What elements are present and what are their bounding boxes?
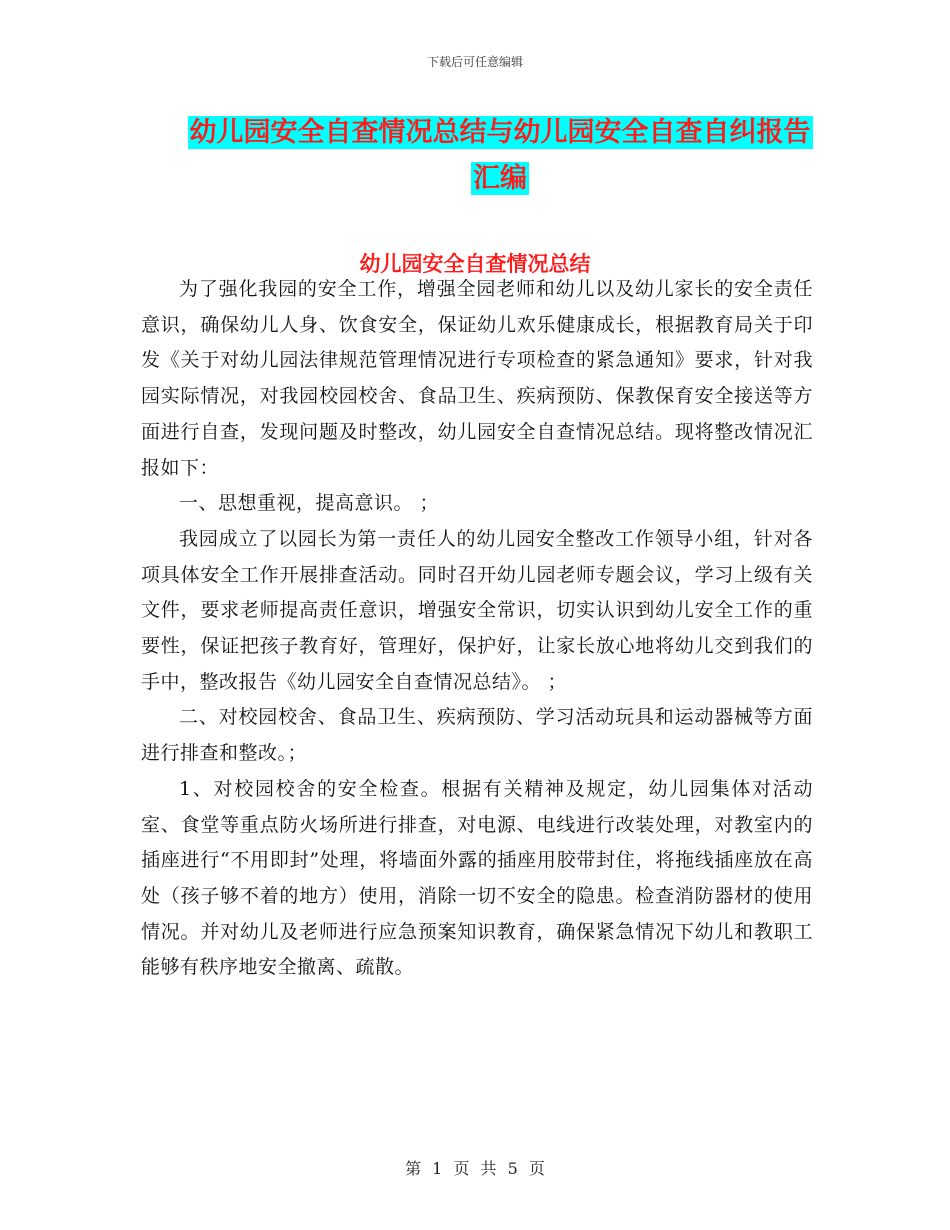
paragraph-heading-1: 一、思想重视，提高意识。 ； — [179, 492, 440, 515]
document-title-line2: 汇编 — [473, 163, 527, 194]
paragraph-heading-2: 二、对校园校舍、食品卫生、疾病预防、学习活动玩具和运动器械等方面进行排查和整改。； — [141, 706, 813, 765]
section-title: 幼儿园安全自查情况总结 — [359, 252, 591, 276]
page-number: 第 1 页 共 5 页 — [405, 1159, 545, 1178]
paragraph-intro: 为了强化我园的安全工作，增强全园老师和幼儿以及幼儿家长的安全责任意识，确保幼儿人身、饮食安全，保证幼儿欢乐健康成长，根据教育局关于印发《关于对幼儿园法律规范管理情况进行专项检查的紧急通知》要求，针对我园实际情况，对我园校园校舍、食品卫生、疾病预防、保教保育安全接送等方面进行自查，发现问题及时整改，幼儿园安全自查情况总结。现将整改情况汇报如下： — [141, 278, 813, 479]
paragraph-leadership: 我园成立了以园长为第一责任人的幼儿园安全整改工作领导小组，针对各项具体安全工作开展排查活动。同时召开幼儿园老师专题会议，学习上级有关文件，要求老师提高责任意识，增强安全常识，切实认识到幼儿安全工作的重要性，保证把孩子教育好，管理好，保护好，让家长放心地将幼儿交到我们的手中，整改报告《幼儿园安全自查情况总结》。 ； — [141, 527, 813, 693]
document-title — [185, 110, 815, 202]
document-body — [141, 272, 813, 986]
header-note: 下载后可任意编辑 — [426, 55, 523, 69]
document-title-line1: 幼儿园安全自查情况总结与幼儿园安全自查自纠报告 — [189, 117, 811, 148]
paragraph-item-1: 1、对校园校舍的安全检查。根据有关精神及规定，幼儿园集体对活动室、食堂等重点防火场所进行排查，对电源、电线进行改装处理，对教室内的插座进行“不用即封”处理，将墙面外露的插座用胶带封住，将拖线插座放在高处（孩子够不着的地方）使用，消除一切不安全的隐患。检查消防器材的使用情况。并对幼儿及老师进行应急预案知识教育，确保紧急情况下幼儿和教职工能够有秩序地安全撤离、疏散。 — [141, 777, 813, 979]
